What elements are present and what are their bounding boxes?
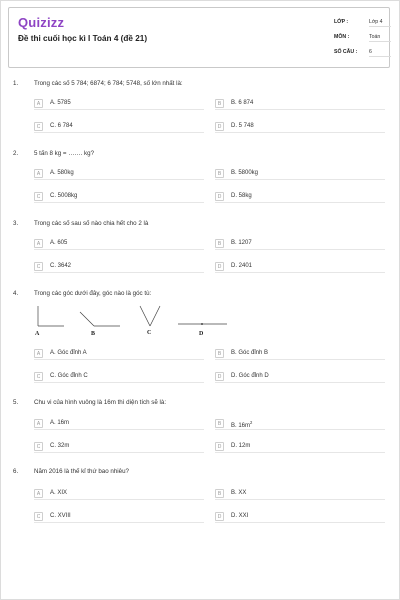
option-text: D. 58kg xyxy=(231,193,252,199)
superscript: 2 xyxy=(250,420,253,425)
grade-value: Lớp 4 xyxy=(369,19,391,27)
subject-label: MÔN : xyxy=(334,34,350,40)
option-letter: D xyxy=(215,512,224,521)
option-text: A. 16m xyxy=(50,420,70,426)
option-letter: B xyxy=(215,419,224,428)
option-letter: B xyxy=(215,169,224,178)
option-text: B. Góc đỉnh B xyxy=(231,350,269,356)
option-d[interactable] xyxy=(215,511,385,523)
option-c[interactable] xyxy=(34,121,204,133)
option-a[interactable] xyxy=(34,98,204,110)
option-b[interactable] xyxy=(215,418,385,430)
question-count-label: SỐ CÂU : xyxy=(334,49,358,55)
question-number: 6. xyxy=(13,468,19,475)
option-b[interactable] xyxy=(215,98,385,110)
option-c[interactable] xyxy=(34,441,204,453)
question-text: Trong các số 5 784; 6874; 6 784; 5748, số lớn nhất là: xyxy=(34,80,183,87)
angle-d xyxy=(178,323,227,337)
option-d[interactable] xyxy=(215,441,385,453)
option-letter: C xyxy=(34,442,43,451)
option-text: C. 6 784 xyxy=(50,123,73,129)
angle-label-d: D xyxy=(199,331,204,337)
option-c[interactable] xyxy=(34,261,204,273)
option-letter: C xyxy=(34,372,43,381)
question-number: 3. xyxy=(13,220,19,227)
option-b[interactable] xyxy=(215,238,385,250)
question-text: Năm 2016 là thế kỉ thứ bao nhiêu? xyxy=(34,468,129,475)
option-c[interactable] xyxy=(34,191,204,203)
option-letter: D xyxy=(215,372,224,381)
question-count-value: 6 xyxy=(369,49,391,57)
question-text: Trong các góc dưới đây, góc nào là góc tù: xyxy=(34,290,152,297)
option-letter: D xyxy=(215,192,224,201)
option-letter: A xyxy=(34,419,43,428)
question-text: Trong các số sau số nào chia hết cho 2 là xyxy=(34,220,149,227)
option-letter: A xyxy=(34,239,43,248)
option-a[interactable] xyxy=(34,488,204,500)
option-text: D. 12m xyxy=(231,443,251,449)
option-letter: D xyxy=(215,122,224,131)
option-b[interactable] xyxy=(215,168,385,180)
grade-label: LỚP : xyxy=(334,19,349,25)
option-c[interactable] xyxy=(34,511,204,523)
option-letter: B xyxy=(215,489,224,498)
angle-c xyxy=(140,306,160,336)
option-letter: A xyxy=(34,489,43,498)
option-text: C. Góc đỉnh C xyxy=(50,373,88,379)
option-letter: A xyxy=(34,99,43,108)
option-text: D. XXI xyxy=(231,513,249,519)
quizizz-logo[interactable]: Quizizz xyxy=(18,15,65,30)
question-number: 4. xyxy=(13,290,19,297)
option-letter: A xyxy=(34,169,43,178)
option-text: B. 5800kg xyxy=(231,170,259,176)
option-letter: C xyxy=(34,192,43,201)
angle-label-b: B xyxy=(91,331,96,337)
option-a[interactable] xyxy=(34,168,204,180)
angles-figure xyxy=(30,302,240,338)
option-letter: C xyxy=(34,122,43,131)
question-text: Chu vi của hình vuông là 16m thì diện tích sẽ là: xyxy=(34,399,167,406)
option-b[interactable] xyxy=(215,488,385,500)
option-text: A. XIX xyxy=(50,490,68,496)
option-d[interactable] xyxy=(215,191,385,203)
option-d[interactable] xyxy=(215,371,385,383)
angle-label-c: C xyxy=(147,330,152,336)
option-text: A. 580kg xyxy=(50,170,74,176)
option-letter: B xyxy=(215,99,224,108)
option-d[interactable] xyxy=(215,121,385,133)
option-text: D. 2401 xyxy=(231,263,253,269)
option-text xyxy=(231,420,252,429)
option-letter: C xyxy=(34,262,43,271)
option-letter: A xyxy=(34,349,43,358)
question-text: 5 tấn 8 kg = ……. kg? xyxy=(34,150,95,157)
option-text: C. XVIII xyxy=(50,513,71,519)
option-letter: C xyxy=(34,512,43,521)
option-text: B. 6 874 xyxy=(231,100,254,106)
question-number: 1. xyxy=(13,80,19,87)
option-a[interactable] xyxy=(34,238,204,250)
header xyxy=(8,7,390,68)
option-a[interactable] xyxy=(34,348,204,360)
question-number: 2. xyxy=(13,150,19,157)
option-text: D. Góc đỉnh D xyxy=(231,373,269,379)
option-d[interactable] xyxy=(215,261,385,273)
angle-b xyxy=(80,312,120,337)
option-text: C. 3642 xyxy=(50,263,72,269)
angle-a xyxy=(35,306,64,337)
option-letter: D xyxy=(215,262,224,271)
question-number: 5. xyxy=(13,399,19,406)
option-text: D. 5 748 xyxy=(231,123,254,129)
option-text: C. 32m xyxy=(50,443,70,449)
angle-label-a: A xyxy=(35,331,40,337)
option-text: C. 5008kg xyxy=(50,193,78,199)
option-text: B. 1207 xyxy=(231,240,252,246)
option-text-main: B. 16m xyxy=(231,423,251,429)
option-text: A. Góc đỉnh A xyxy=(50,350,87,356)
option-c[interactable] xyxy=(34,371,204,383)
option-text: A. 5785 xyxy=(50,100,71,106)
option-b[interactable] xyxy=(215,348,385,360)
option-text: B. XX xyxy=(231,490,247,496)
option-text: A. 605 xyxy=(50,240,68,246)
option-letter: B xyxy=(215,349,224,358)
option-letter: B xyxy=(215,239,224,248)
option-letter: D xyxy=(215,442,224,451)
subject-value: Toán xyxy=(369,34,391,42)
option-a[interactable] xyxy=(34,418,204,430)
document-title: Đề thi cuối học kì I Toán 4 (đề 21) xyxy=(18,34,148,43)
